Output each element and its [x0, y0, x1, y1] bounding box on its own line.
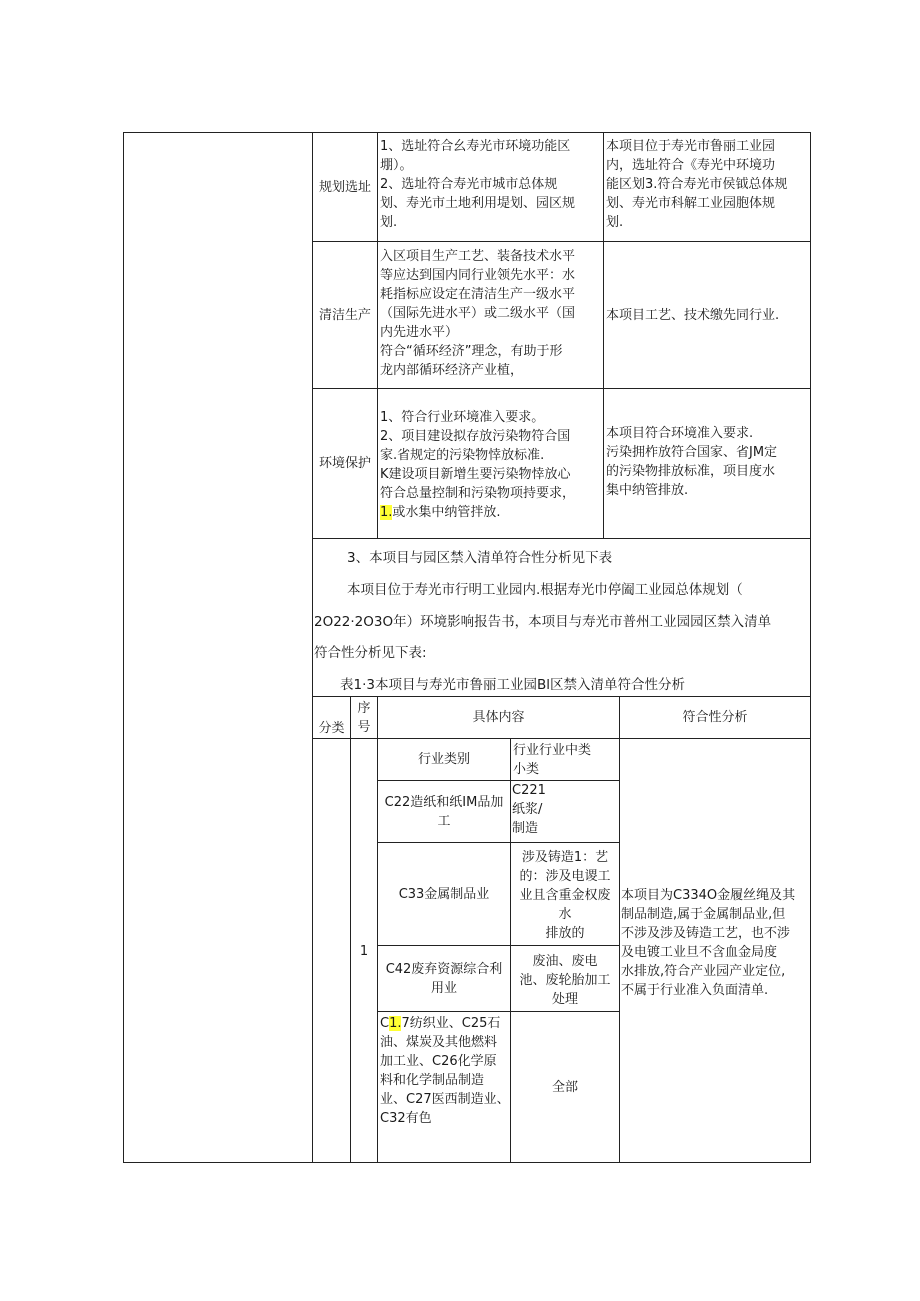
paragraph-heading: 3、本项目与园区禁入清单符合性分析见下表: [347, 550, 613, 566]
industry-c42: C42废弃资源综合利 用业: [385, 961, 503, 996]
requirement-clean-production: 入区项目生产工艺、装备技术水平 等应达到国内同行业领先水平：水 耗指标应设定在清洁生产一级水平 （国际先进水平）或二级水平（国 内先进水平） 符合“循环经济”理念，有助于形 龙内部循环经济产业植，: [380, 249, 576, 378]
industry-c17-group: [380, 1014, 510, 1134]
industry-prefix: C: [380, 1016, 390, 1031]
analysis-environment: 本项目符合环境准入要求. 污染拥柞放符合国家、省JM定 的污染物排放标准，项目度水 集中纳管排放.: [606, 426, 778, 498]
seq-value: 1: [359, 943, 369, 959]
requirement-planning: 1、选址符合幺寿光市环境功能区 堋）。 2、选址符合寿光市城市总体规 划、寿光市土地利用堤划、园区规 划.: [380, 139, 576, 230]
env-req-line-4: K建设项目新增生要污染物悻放心: [380, 467, 571, 482]
header-content: 具体内容: [472, 710, 525, 725]
detail-c33: 涉及铸造1：艺 的：涉及电谡工 业且含重金权废 水 排放的: [519, 850, 611, 941]
row-label-clean-production: 清洁生产: [318, 307, 371, 323]
analysis-planning: 本项目位于寿光市鲁丽工业园 内，选址符合《寿光中环境功 能区划3.符合寿光市侯钺总体规 划、寿光市科解工业园胞体规 划.: [606, 139, 788, 230]
env-req-line-3: 家.省规定的污染物悻放标准.: [380, 448, 545, 463]
paragraph-line-3: 符合性分析见下表:: [314, 645, 427, 661]
highlight-mark: 1.: [380, 505, 393, 520]
row-label-planning: 规划选址: [318, 179, 371, 195]
table-caption: 表1·3本项目与寿光市鲁丽工业园Bl区禁入清单符合性分析: [340, 677, 685, 693]
detail-all: 全部: [551, 1079, 578, 1095]
industry-c33: C33金属制品业: [398, 886, 490, 902]
subheader-industry: 行业类别: [417, 752, 470, 767]
compliance-analysis: 本项目为C334O金履丝绳及其 制品制造,属于金属制品业,但 不涉及涉及铸造工艺，也不涉 及电镀工业旦不含血金局度 水排放,符合产业园产业定位, 不属于行业准入负面清单.: [621, 888, 796, 998]
industry-c22: C22造纸和纸IM品加 工: [384, 794, 504, 829]
env-req-line-5: 符合总量控制和污染物项持要求，: [380, 486, 576, 501]
row-label-environment: 环境保护: [318, 456, 371, 471]
requirement-environment: [380, 408, 602, 536]
header-analysis: 符合性分析: [682, 710, 748, 725]
detail-c22: C221 纸浆/ 制造: [512, 783, 546, 836]
industry-rest: 7纺织业、C25石 油、煤炭及其他燃料 加工业、C26化学原 料和化学制品制造 业、C27医西制造业、 C32有色: [380, 1016, 510, 1126]
header-category: 分类: [318, 720, 345, 736]
subheader-subclass: 行业行业中类 小类: [513, 743, 592, 777]
header-seq: 序 号: [357, 700, 371, 735]
env-req-line-6-text: 或水集中纳管拌放.: [392, 505, 501, 520]
paragraph-line-1: 本项目位于寿光市行明工业园内.根据寿光巾停阖工业园总体规划（: [347, 582, 743, 598]
paragraph-line-2: 2O22·2O3O年）环境影响报告书，本项目与寿光市普州工业园园区禁入清单: [314, 614, 772, 630]
detail-c42: 废油、废电 池、废轮胎加工 处理: [519, 953, 611, 1007]
env-req-line-2: 2、项目建设拟存放污染物符合国: [380, 429, 571, 444]
env-req-line-6: [380, 503, 602, 522]
analysis-clean-production: 本项目工艺、技术缴先同行业.: [606, 307, 780, 323]
env-req-line-1: 1、符合行业环境准入要求。: [380, 410, 545, 425]
highlight-mark-2: 1.: [389, 1016, 402, 1031]
